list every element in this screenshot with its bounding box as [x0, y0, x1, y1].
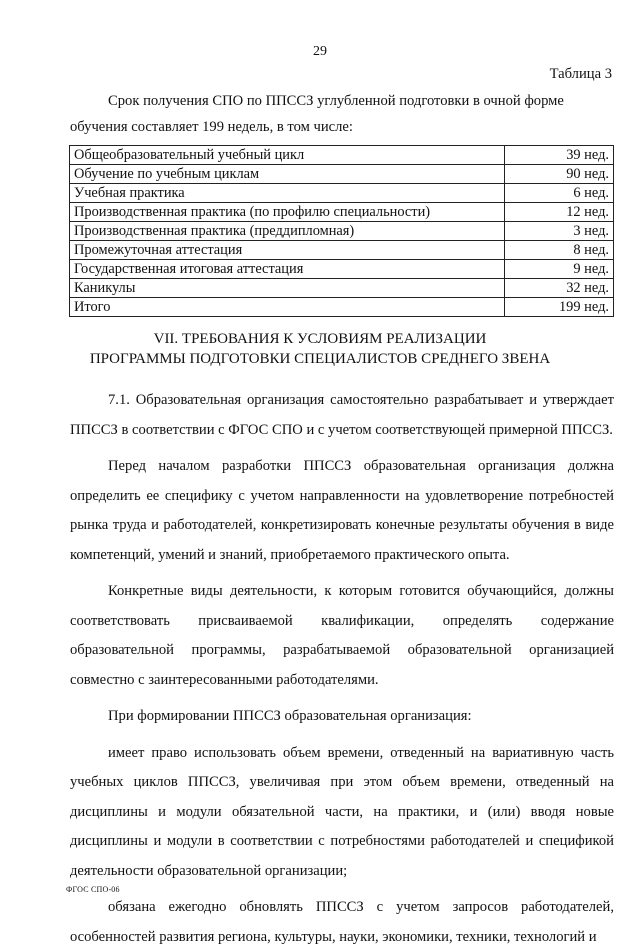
- row-label: Государственная итоговая аттестация: [70, 260, 505, 279]
- table-row: [70, 184, 614, 203]
- row-label: Каникулы: [70, 279, 505, 298]
- footer-document-code: ФГОС СПО-06: [66, 885, 120, 894]
- paragraph: обязана ежегодно обновлять ППССЗ с учетом запросов работодателей, особенностей развития региона, культуры, науки, экономики, техники, технологий и: [70, 899, 614, 945]
- paragraph: Конкретные виды деятельности, к которым готовится обучающийся, должны соответствовать присваиваемой квалификации, определять содержание образовательной программы, разрабатываемой образовательной организацией совместно с заинтересованными работодателями.: [70, 583, 614, 688]
- section-heading: [0, 329, 640, 369]
- table-row: [70, 241, 614, 260]
- row-label: Учебная практика: [70, 184, 505, 203]
- row-label: Производственная практика (преддипломная): [70, 222, 505, 241]
- paragraph: имеет право использовать объем времени, отведенный на вариативную часть учебных циклов ППССЗ, увеличивая при этом объем времени, отведенный на дисциплины и модули обязательной части, на практики, и (или) вводя новые дисциплины и модули в соответствии с потребностями работодателей и спецификой деятельности образовательной организации;: [70, 744, 614, 879]
- row-value: 9 нед.: [505, 260, 614, 279]
- row-label: Итого: [70, 298, 505, 317]
- study-duration-table: [69, 145, 614, 317]
- intro-line-1: Срок получения СПО по ППССЗ углубленной подготовки в очной форме: [108, 93, 564, 109]
- row-value: 3 нед.: [505, 222, 614, 241]
- table-intro: [70, 88, 614, 140]
- section-heading-line-2: ПРОГРАММЫ ПОДГОТОВКИ СПЕЦИАЛИСТОВ СРЕДНЕГО ЗВЕНА: [89, 351, 551, 367]
- table-row-total: [70, 298, 614, 317]
- row-value: 8 нед.: [505, 241, 614, 260]
- row-value: 6 нед.: [505, 184, 614, 203]
- page-number: 29: [313, 44, 327, 59]
- table-row: [70, 146, 614, 165]
- body-text: [70, 386, 614, 952]
- paragraph: При формировании ППССЗ образовательная организация:: [108, 708, 472, 724]
- row-label: Промежуточная аттестация: [70, 241, 505, 260]
- row-value: 32 нед.: [505, 279, 614, 298]
- table-row: [70, 165, 614, 184]
- intro-line-2: обучения составляет 199 недель, в том числе:: [70, 119, 353, 135]
- paragraph: Перед началом разработки ППССЗ образовательная организация должна определить ее специфику с учетом направленности на удовлетворение потребностей рынка труда и работодателей, конкретизировать конечные результаты обучения в виде компетенций, умений и знаний, приобретаемого практического опыта.: [70, 458, 614, 563]
- row-value: 90 нед.: [505, 165, 614, 184]
- row-label: Общеобразовательный учебный цикл: [70, 146, 505, 165]
- table-row: [70, 222, 614, 241]
- row-label: Обучение по учебным циклам: [70, 165, 505, 184]
- row-value: 199 нед.: [505, 298, 614, 317]
- row-value: 12 нед.: [505, 203, 614, 222]
- section-heading-line-1: VII. ТРЕБОВАНИЯ К УСЛОВИЯМ РЕАЛИЗАЦИИ: [153, 331, 487, 347]
- table-caption: Таблица 3: [549, 66, 612, 82]
- table-row: [70, 279, 614, 298]
- row-label: Производственная практика (по профилю специальности): [70, 203, 505, 222]
- paragraph: 7.1. Образовательная организация самостоятельно разрабатывает и утверждает ППССЗ в соответствии с ФГОС СПО и с учетом соответствующей примерной ППССЗ.: [70, 392, 614, 438]
- table-row: [70, 260, 614, 279]
- row-value: 39 нед.: [505, 146, 614, 165]
- table-row: [70, 203, 614, 222]
